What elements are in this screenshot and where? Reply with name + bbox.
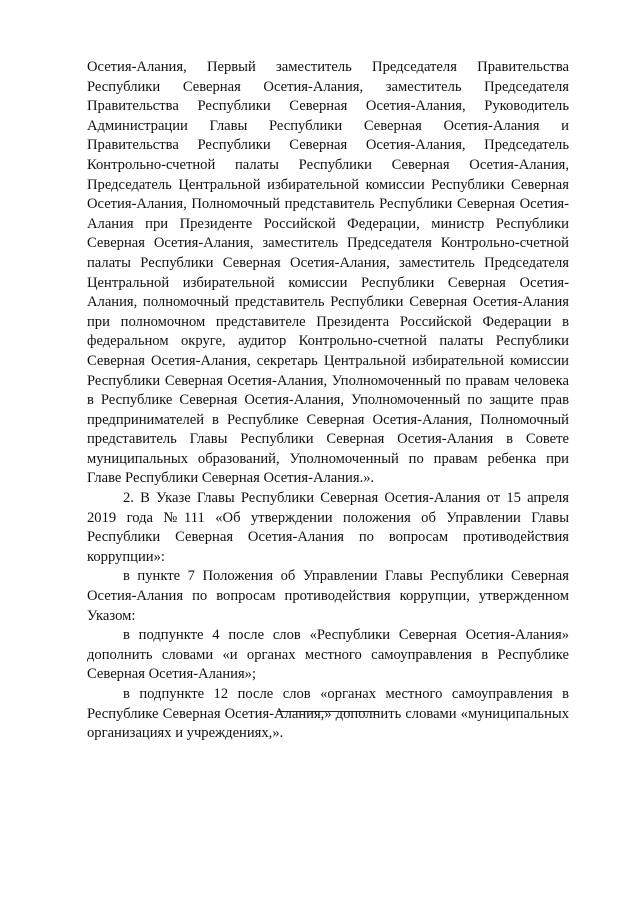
paragraph-subpoint-4: в подпункте 4 после слов «Республики Северная Осетия-Алания» дополнить словами «и органах местного самоуправления в Республике Северная Осетия-Алания»; [87,627,569,683]
paragraph-subpoint-12: в подпункте 12 после слов «органах местного самоуправления в Республике Северная Осетия-Алания,» дополнить словами «муниципальных организациях и учреждениях,». [87,686,569,742]
paragraph-item-2: 2. В Указе Главы Республики Северная Осетия-Алания от 15 апреля 2019 года №111 «Об утверждении положения об Управлении Главы Республики Северная Осетия-Алания по вопросам противодействия коррупции»: [87,490,569,565]
end-of-document-rule [277,711,379,712]
document-body [87,58,569,744]
paragraph-point-7: в пункте 7 Положения об Управлении Главы Республики Северная Осетия-Алания по вопросам противодействия коррупции, утвержденном Указом: [87,568,569,624]
paragraph-continued-list: Осетия-Алания, Первый заместитель Председателя Правительства Республики Северная Осетия-Алания, заместитель Председателя Правительства Республики Северная Осетия-Алания, Руководитель Администрации Главы Республики Северная Осетия-Алания и Правительства Республики Северная Осетия-Алания, Председатель Контрольно-счетной палаты Республики Северная Осетия-Алания, Председатель Центральной избирательной комиссии Республики Северная Осетия-Алания, Полномочный представитель Республики Северная Осетия-Алания при Президенте Российской Федерации, министр Республики Северная Осетия-Алания, заместитель Председателя Контрольно-счетной палаты Республики Северная Осетия-Алания, заместитель Председателя Центральной избирательной комиссии Республики Северная Осетия-Алания, полномочный представитель Республики Северная Осетия-Алания при полномочном представителе Президента Российской Федерации в федеральном округе, аудитор Контрольно-счетной палаты Республики Северная Осетия-Алания, секретарь Центральной избирательной комиссии Республики Северная Осетия-Алания, Уполномоченный по правам человека в Республике Северная Осетия-Алания, Уполномоченный по защите прав предпринимателей в Республике Северная Осетия-Алания, Полномочный представитель Главы Республики Северная Осетия-Алания в Совете муниципальных образований, Уполномоченный по правам ребенка при Главе Республики Северная Осетия-Алания.». [87,59,569,487]
